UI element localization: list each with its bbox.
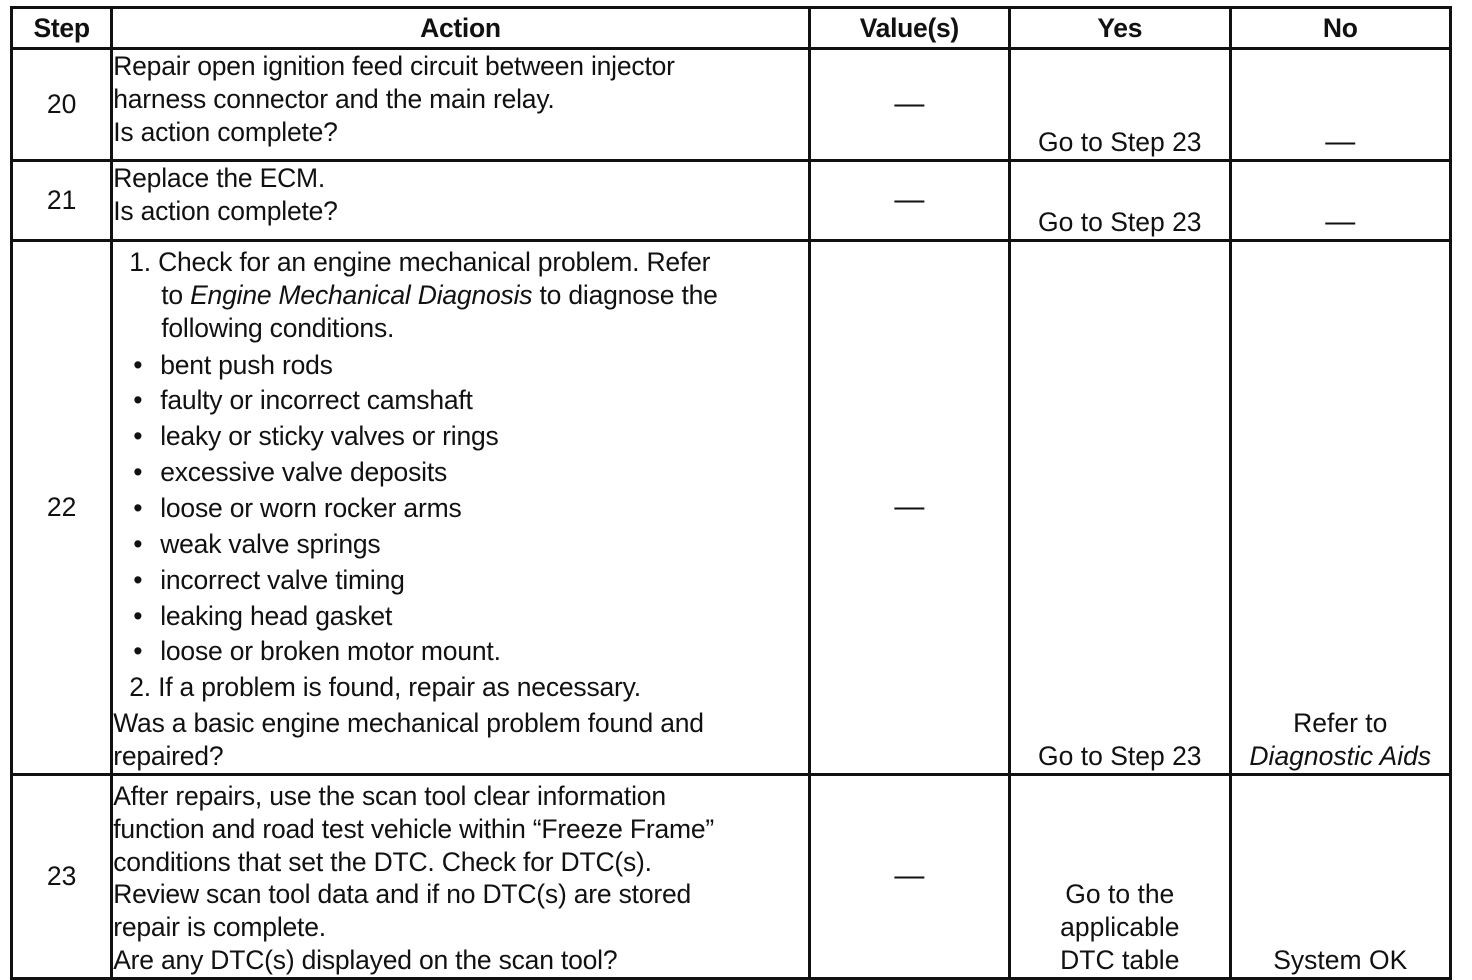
no-result: — [1325,205,1356,239]
action-cell [112,161,809,241]
list-item: • excessive valve deposits [160,456,807,489]
action-question: Is action complete? [113,116,338,147]
table-row-step-21 [12,161,1451,241]
header-no: No [1230,8,1450,49]
list-item: • faulty or incorrect camshaft [160,384,807,417]
list-item: • loose or worn rocker arms [160,492,807,525]
numbered-item-1: 1. Check for an engine mechanical problem. Refer [129,247,711,277]
reference-engine-mechanical-diagnosis: Engine Mechanical Diagnosis [190,279,533,310]
yes-result-line: applicable [1060,912,1180,943]
value-dash: — [894,490,925,524]
header-row [12,8,1451,49]
numbered-item-1-cont [161,279,807,312]
numbered-item-1-end: following conditions. [161,312,395,343]
value-dash: — [894,87,925,121]
yes-cell [1010,774,1230,978]
table-row-step-22 [12,241,1451,775]
yes-result: Go to Step 23 [1038,207,1202,238]
no-cell [1230,161,1450,241]
list-item: • leaky or sticky valves or rings [160,420,807,453]
step-number: 23 [12,774,112,978]
list-item: • bent push rods [160,349,807,382]
action-line: Repair open ignition feed circuit between injector [113,51,675,81]
yes-result: Go to Step 23 [1038,741,1202,772]
value-cell [809,241,1009,775]
action-line: repair is complete. [113,912,326,943]
table-row-step-20 [12,49,1451,161]
header-action: Action [112,8,809,49]
reference-diagnostic-aids: Diagnostic Aids [1249,741,1432,772]
action-cell [112,774,809,978]
diagnostic-table [10,6,1452,980]
no-result: System OK [1273,945,1408,976]
text-suffix: to diagnose the [532,279,718,310]
action-cell [112,49,809,161]
yes-cell [1010,241,1230,775]
action-cell [112,241,809,775]
value-cell [809,161,1009,241]
action-question: Are any DTC(s) displayed on the scan tool? [113,945,618,976]
list-item: • incorrect valve timing [160,564,807,597]
text-to: to [161,279,191,310]
step-number: 20 [12,49,112,161]
action-line: Replace the ECM. [113,163,326,193]
table-row-step-23 [12,774,1451,978]
action-line: function and road test vehicle within “Freeze Frame” [113,813,715,844]
yes-result-line: DTC table [1060,945,1180,976]
header-values: Value(s) [809,8,1009,49]
yes-cell [1010,161,1230,241]
action-question: repaired? [113,741,224,772]
no-result: Refer to [1293,708,1388,739]
action-question: Is action complete? [113,195,338,226]
list-item: • weak valve springs [160,528,807,561]
header-yes: Yes [1010,8,1230,49]
value-cell [809,774,1009,978]
yes-result: Go to Step 23 [1038,127,1202,158]
yes-result-line: Go to the [1065,879,1175,910]
value-dash: — [894,183,925,217]
value-dash: — [894,859,925,893]
action-line: Review scan tool data and if no DTC(s) are stored [113,879,692,910]
no-cell [1230,241,1450,775]
list-item: • leaking head gasket [160,600,807,633]
no-result: — [1325,125,1356,159]
step-number: 21 [12,161,112,241]
action-line: After repairs, use the scan tool clear information [113,780,666,811]
action-line: conditions that set the DTC. Check for DTC(s). [113,846,652,877]
action-line: harness connector and the main relay. [113,83,555,114]
no-cell [1230,774,1450,978]
list-item: • loose or broken motor mount. [160,635,807,668]
value-cell [809,49,1009,161]
action-question: Was a basic engine mechanical problem found and [113,708,704,739]
step-number: 22 [12,241,112,775]
no-cell [1230,49,1450,161]
header-step: Step [12,8,112,49]
yes-cell [1010,49,1230,161]
numbered-item-2: 2. If a problem is found, repair as necessary. [129,672,641,703]
